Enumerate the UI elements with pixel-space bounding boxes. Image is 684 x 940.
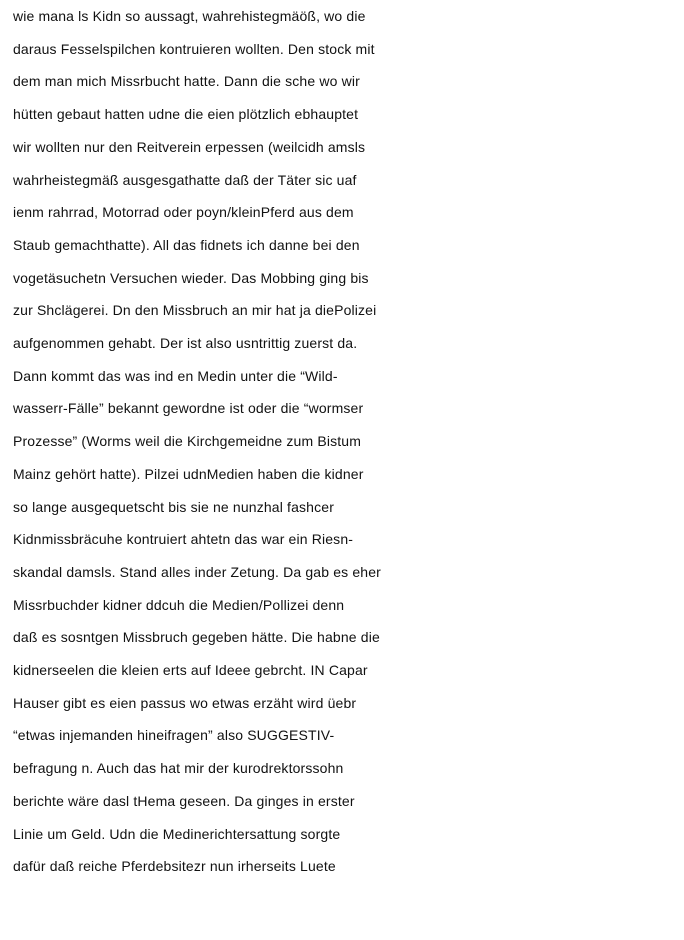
text-line: “etwas injemanden hineifragen” also SUGGESTIV- [13, 727, 335, 744]
text-line: skandal damsls. Stand alles inder Zetung. Da gab es eher [13, 563, 381, 580]
text-line: Prozesse” (Worms weil die Kirchgemeidne zum Bistum [13, 433, 362, 450]
text-line: Staub gemachthatte). All das fidnets ich danne bei den [13, 236, 360, 253]
text-line: aufgenommen gehabt. Der ist also usntrittig zuerst da. [13, 335, 358, 352]
body-text [13, 0, 681, 883]
text-line: kidnerseelen die kleien erts auf Ideee gebrcht. IN Capar [13, 662, 368, 679]
text-line: zur Shclägerei. Dn den Missbruch an mir hat ja diePolizei [13, 302, 377, 319]
text-line: dem man mich Missrbucht hatte. Dann die sche wo wir [13, 73, 360, 90]
text-line: wie mana ls Kidn so aussagt, wahrehistegmäöß, wo die [13, 8, 366, 24]
text-line: Dann kommt das was ind en Medin unter die “Wild- [13, 367, 338, 384]
text-line: wir wollten nur den Reitverein erpessen (weilcidh amsls [13, 138, 366, 155]
text-line: befragung n. Auch das hat mir der kurodrektorssohn [13, 760, 344, 777]
text-line: dafür daß reiche Pferdebsitezr nun irherseits Luete [13, 858, 336, 875]
text-line: Mainz gehört hatte). Pilzei udnMedien haben die kidner [13, 465, 364, 482]
text-line: Linie um Geld. Udn die Medinerichtersattung sorgte [13, 825, 341, 842]
text-line: wasserr-Fälle” bekannt gewordne ist oder die “wormser [13, 400, 364, 417]
text-line: berichte wäre dasl tHema geseen. Da ginges in erster [13, 792, 355, 809]
text-line: hütten gebaut hatten udne die eien plötzlich ebhauptet [13, 106, 359, 123]
text-line: daraus Fesselspilchen kontruieren wollten. Den stock mit [13, 40, 375, 57]
text-line: ienm rahrrad, Motorrad oder poyn/kleinPferd aus dem [13, 204, 354, 221]
text-line: Kidnmissbräcuhe kontruiert ahtetn das war ein Riesn- [13, 531, 354, 548]
text-line: Missrbuchder kidner ddcuh die Medien/Pollizei denn [13, 596, 345, 613]
text-line: vogetäsuchetn Versuchen wieder. Das Mobbing ging bis [13, 269, 369, 286]
text-line: Hauser gibt es eien passus wo etwas erzäht wird üebr [13, 694, 357, 711]
text-line: wahrheistegmäß ausgesgathatte daß der Täter sic uaf [13, 171, 357, 188]
text-line: so lange ausgequetscht bis sie ne nunzhal fashcer [13, 498, 335, 515]
text-line: daß es sosntgen Missbruch gegeben hätte. Die habne die [13, 629, 380, 646]
